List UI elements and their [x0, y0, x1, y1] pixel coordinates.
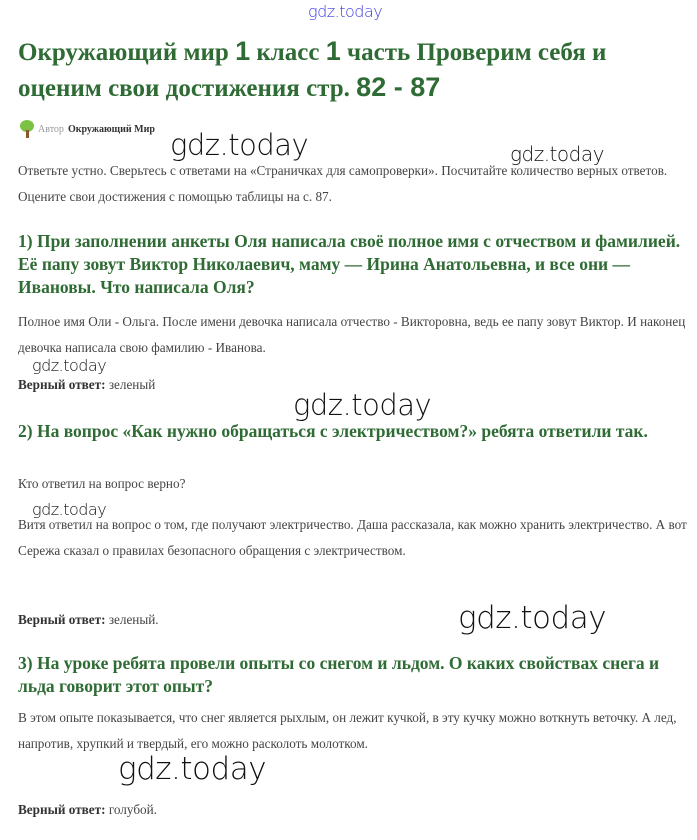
question-text-1: Полное имя Оли - Ольга. После имени девочка написала отчество - Викторовна, ведь ее папу зовут Виктор. И наконец девочка написала свою фамилию - Иванова. [18, 314, 686, 355]
watermark: gdz.today [510, 142, 604, 166]
answer-label: Верный ответ: [18, 802, 106, 817]
question-heading-1: 1) При заполнении анкеты Оля написала своё полное имя с отчеством и фамилией. Её папу зовут Виктор Николаевич, маму — Ирина Анатольевна, и все они — Ивановы. Что написала Оля? [18, 231, 681, 297]
answer-label: Верный ответ: [18, 377, 106, 392]
answer-value: зеленый [105, 377, 156, 392]
author-label: Автор [38, 123, 64, 135]
title-pages: 82 - 87 [356, 72, 441, 102]
page-title [18, 34, 688, 106]
correct-answer-3 [18, 797, 688, 823]
question-subtext-2: Кто ответил на вопрос верно? [18, 476, 186, 491]
title-text: класс [250, 39, 326, 66]
answer-value: зеленый. [105, 612, 159, 627]
watermark: gdz.today [32, 500, 107, 519]
watermark: gdz.today [32, 356, 107, 375]
intro-text: Ответьте устно. Сверьтесь с ответами на «Страничках для самопроверки». Посчитайте количество верных ответов. Оцените свои достижения с помощью таблицы на с. 87. [18, 163, 668, 204]
answer-label: Верный ответ: [18, 612, 106, 627]
tree-icon [20, 120, 34, 138]
watermark: gdz.today [293, 388, 432, 422]
author-name[interactable]: Окружающий Мир [67, 123, 155, 135]
question-text-2: Витя ответил на вопрос о том, где получают электричество. Даша рассказала, как можно хранить электричество. А вот Сережа сказал о правилах безопасного обращения с электричеством. [18, 517, 687, 558]
watermark: gdz.today [308, 2, 383, 21]
title-text: Окружающий мир [18, 39, 236, 66]
watermark: gdz.today [170, 128, 309, 162]
watermark: gdz.today [118, 751, 267, 787]
title-text: часть Проверим себя и оценим свои достижения стр. [18, 39, 607, 102]
watermark: gdz.today [458, 600, 607, 636]
author-line [20, 120, 155, 138]
title-part: 1 [325, 36, 341, 66]
title-grade: 1 [235, 36, 251, 66]
question-text-3: В этом опыте показывается, что снег является рыхлым, он лежит кучкой, в эту кучку можно воткнуть веточку. А лед, напротив, хрупкий и твердый, его можно расколоть молотком. [18, 710, 677, 751]
question-heading-2: 2) На вопрос «Как нужно обращаться с электричеством?» ребята ответили так. [18, 421, 648, 441]
answer-value: голубой. [105, 802, 157, 817]
question-heading-3: 3) На уроке ребята провели опыты со снегом и льдом. О каких свойствах снега и льда говорит этот опыт? [18, 653, 660, 696]
